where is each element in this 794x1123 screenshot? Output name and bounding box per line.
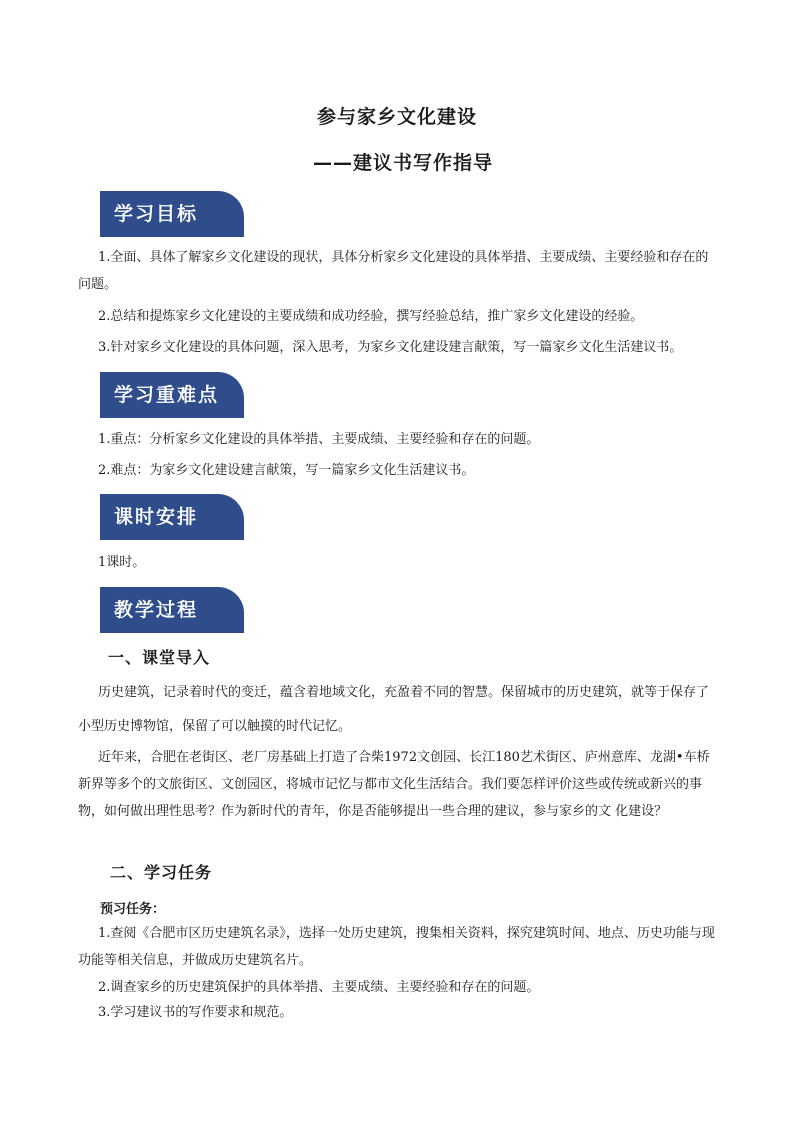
goal-item-1: 1.全面、具体了解家乡文化建设的现状，具体分析家乡文化建设的具体举措、主要成绩、主要经验和存在的问题。 — [78, 250, 709, 292]
part2-heading: 二、学习任务 — [110, 863, 213, 882]
preview-task-label: 预习任务： — [100, 902, 166, 917]
key-point-1: 1.重点：分析家乡文化建设的具体举措、主要成绩、主要经验和存在的问题。 — [98, 432, 540, 447]
section-banner-schedule: 课时安排 — [100, 494, 244, 540]
section-banner-process: 教学过程 — [100, 587, 244, 633]
schedule-text: 1课时。 — [98, 555, 146, 570]
document-title: 参与家乡文化建设 — [316, 106, 477, 128]
goal-item-3: 3.针对家乡文化建设的具体问题，深入思考，为家乡文化建设建言献策，写一篇家乡文化生活建议书。 — [98, 340, 683, 355]
intro-paragraph-1: 历史建筑，记录着时代的变迁，蕴含着地域文化，充盈着不同的智慧。保留城市的历史建筑，就等于保存了小型历史博物馆，保留了可以触摸的时代记忆。 — [78, 685, 710, 734]
key-point-2: 2.难点：为家乡文化建设建言献策，写一篇家乡文化生活建议书。 — [98, 463, 475, 478]
task-item-2: 2.调查家乡的历史建筑保护的具体举措、主要成绩、主要经验和存在的问题。 — [98, 980, 540, 995]
document-subtitle: ——建议书写作指导 — [312, 152, 493, 174]
part1-heading: 一、课堂导入 — [108, 648, 211, 667]
section-banner-goals: 学习目标 — [100, 191, 244, 237]
intro-paragraph-2: 近年来，合肥在老街区、老厂房基础上打造了合柴1972文创园、长江180艺术街区、庐州意库、龙湖•车桥新界等多个的文旅街区、文创园区，将城市记忆与都市文化生活结合。我们要怎样评价这些或传统或新兴的事物，如何做出理性思考？作为新时代的青年，你是否能够提出一些合理的建议，参与家乡的文 化建设？ — [78, 750, 710, 819]
task-item-3: 3.学习建议书的写作要求和规范。 — [98, 1005, 293, 1020]
goal-item-2: 2.总结和提炼家乡文化建设的主要成绩和成功经验，撰写经验总结，推广家乡文化建设的经验。 — [98, 309, 644, 324]
task-item-1: 1.查阅《合肥市区历史建筑名录》，选择一处历史建筑，搜集相关资料，探究建筑时间、地点、历史功能与现功能等相关信息，并做成历史建筑名片。 — [78, 926, 715, 968]
section-banner-key-points: 学习重难点 — [100, 372, 244, 418]
